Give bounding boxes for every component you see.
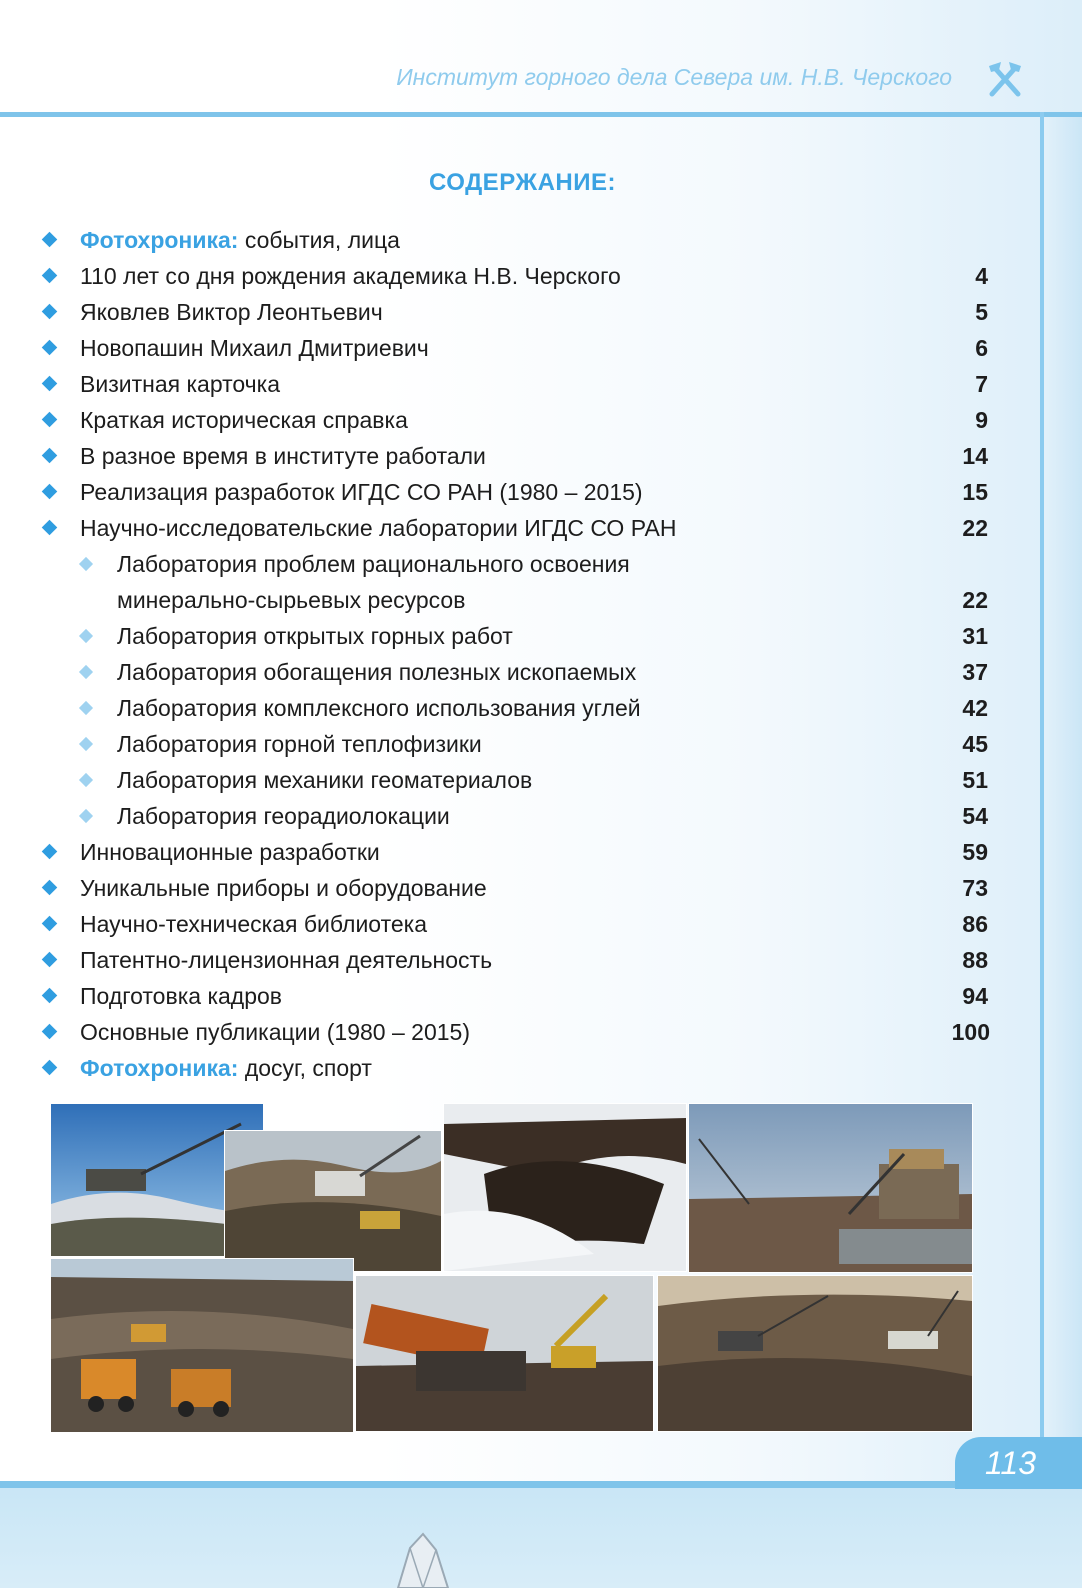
toc-entry-page: 37 bbox=[962, 659, 988, 685]
toc-entry[interactable] bbox=[0, 946, 1040, 982]
diamond-bullet-icon bbox=[79, 629, 93, 643]
toc-entry-text: Яковлев Виктор Леонтьевич bbox=[80, 299, 383, 325]
toc-entry-page: 22 bbox=[962, 515, 988, 541]
toc-entry-text: Уникальные приборы и оборудование bbox=[80, 875, 487, 901]
toc-entry-title bbox=[80, 947, 492, 974]
toc-entry[interactable] bbox=[0, 838, 1040, 874]
toc-entry-text: Лаборатория горной теплофизики bbox=[117, 731, 482, 757]
toc-entry-text: Лаборатория обогащения полезных ископаемых bbox=[117, 659, 637, 685]
toc-entry-text: Лаборатория механики геоматериалов bbox=[117, 767, 533, 793]
diamond-bullet-icon bbox=[79, 557, 93, 571]
toc-entry-highlight: Фотохроника: bbox=[80, 1055, 239, 1081]
toc-entry[interactable] bbox=[0, 550, 1040, 586]
toc-entry[interactable] bbox=[0, 514, 1040, 550]
diamond-bullet-icon bbox=[42, 844, 58, 860]
toc-entry[interactable] bbox=[0, 334, 1040, 370]
open-pit-dragline-photo bbox=[224, 1130, 442, 1272]
toc-entry-page: 59 bbox=[962, 839, 988, 865]
snowy-quarry-photo bbox=[443, 1103, 687, 1272]
header-rule bbox=[0, 112, 1082, 117]
diamond-bullet-icon bbox=[42, 412, 58, 428]
toc-entry-title bbox=[117, 695, 641, 722]
toc-entry-text: события, лица bbox=[238, 227, 400, 253]
crystal-decor-icon bbox=[388, 1530, 458, 1588]
diamond-bullet-icon bbox=[42, 880, 58, 896]
toc-entry-text: Новопашин Михаил Дмитриевич bbox=[80, 335, 429, 361]
toc-entry-text: Подготовка кадров bbox=[80, 983, 283, 1009]
toc-entry-title bbox=[80, 983, 282, 1010]
page-number: 113 bbox=[985, 1445, 1037, 1481]
toc-entry-title bbox=[80, 227, 400, 254]
toc-entry[interactable] bbox=[0, 622, 1040, 658]
toc-entry-page: 73 bbox=[962, 875, 988, 901]
diamond-bullet-icon bbox=[42, 268, 58, 284]
toc-entry[interactable] bbox=[0, 298, 1040, 334]
toc-entry[interactable] bbox=[0, 406, 1040, 442]
toc-entry[interactable] bbox=[0, 874, 1040, 910]
toc-entry-title bbox=[117, 551, 630, 578]
diamond-bullet-icon bbox=[79, 737, 93, 751]
toc-entry[interactable] bbox=[0, 694, 1040, 730]
toc-entry-page: 31 bbox=[962, 623, 988, 649]
toc-entry[interactable] bbox=[0, 658, 1040, 694]
toc-entry-page: 88 bbox=[962, 947, 988, 973]
toc-entry-page: 4 bbox=[975, 263, 988, 289]
toc-entry-text: Лаборатория комплексного использования углей bbox=[117, 695, 641, 721]
diamond-bullet-icon bbox=[42, 988, 58, 1004]
toc-entry-title bbox=[80, 911, 427, 938]
right-rule bbox=[1040, 112, 1044, 1512]
toc-entry[interactable] bbox=[0, 442, 1040, 478]
toc-entry-title bbox=[80, 335, 429, 362]
toc-entry-title bbox=[80, 839, 380, 866]
toc-entry[interactable] bbox=[0, 730, 1040, 766]
diamond-bullet-icon bbox=[42, 340, 58, 356]
toc-entry-text: Основные публикации (1980 – 2015) bbox=[80, 1019, 470, 1045]
toc-entry-page: 9 bbox=[975, 407, 988, 433]
footer-rule bbox=[0, 1481, 1082, 1488]
toc-entry-text: досуг, спорт bbox=[238, 1055, 372, 1081]
diamond-bullet-icon bbox=[79, 701, 93, 715]
diamond-bullet-icon bbox=[79, 809, 93, 823]
toc-entry-text: Научно-техническая библиотека bbox=[80, 911, 428, 937]
toc-entry-text: Лаборатория проблем рационального освоения bbox=[117, 551, 630, 577]
toc-entry-page: 7 bbox=[975, 371, 988, 397]
crossed-hammers-icon bbox=[983, 58, 1027, 102]
toc-entry-page: 42 bbox=[962, 695, 988, 721]
diamond-bullet-icon bbox=[42, 520, 58, 536]
toc-entry-page: 14 bbox=[962, 443, 988, 469]
toc-entry-title bbox=[117, 587, 465, 614]
toc-entry-page: 6 bbox=[975, 335, 988, 361]
toc-entry[interactable] bbox=[0, 262, 1040, 298]
toc-entry-text: Реализация разработок ИГДС СО РАН (1980 – 2015) bbox=[80, 479, 643, 505]
diamond-bullet-icon bbox=[42, 304, 58, 320]
toc-entry-title bbox=[80, 875, 487, 902]
toc-entry[interactable] bbox=[0, 586, 1040, 622]
diamond-bullet-icon bbox=[79, 665, 93, 679]
diamond-bullet-icon bbox=[42, 952, 58, 968]
toc-entry[interactable] bbox=[0, 910, 1040, 946]
toc-entry-page: 45 bbox=[962, 731, 988, 757]
diamond-bullet-icon bbox=[42, 1060, 58, 1076]
toc-entry-page: 22 bbox=[962, 587, 988, 613]
toc-entry[interactable] bbox=[0, 1018, 1040, 1054]
toc-entry-text: Инновационные разработки bbox=[80, 839, 380, 865]
toc-entry-title bbox=[80, 263, 621, 290]
toc-entry-text: Научно-исследовательские лаборатории ИГДС СО РАН bbox=[80, 515, 677, 541]
toc-entry[interactable] bbox=[0, 982, 1040, 1018]
screening-plant-excavator-photo bbox=[355, 1275, 654, 1432]
toc-entry-title bbox=[117, 659, 636, 686]
toc-entry-title bbox=[80, 515, 676, 542]
toc-entry-page: 51 bbox=[962, 767, 988, 793]
toc-entry[interactable] bbox=[0, 370, 1040, 406]
toc-entry[interactable] bbox=[0, 766, 1040, 802]
diamond-bullet-icon bbox=[42, 916, 58, 932]
toc-entry-text: Лаборатория открытых горных работ bbox=[117, 623, 513, 649]
diamond-bullet-icon bbox=[79, 773, 93, 787]
table-of-contents bbox=[0, 226, 1040, 1090]
footer-band bbox=[0, 1488, 1082, 1588]
right-decor-band bbox=[1043, 112, 1082, 1512]
toc-entry-page: 5 bbox=[975, 299, 988, 325]
toc-entry-title bbox=[80, 299, 383, 326]
diamond-bullet-icon bbox=[42, 376, 58, 392]
toc-entry-text: Лаборатория георадиолокации bbox=[117, 803, 450, 829]
toc-entry-highlight: Фотохроника: bbox=[80, 227, 239, 253]
toc-entry[interactable] bbox=[0, 1054, 1040, 1090]
toc-entry-title bbox=[117, 767, 532, 794]
toc-entry-text: Визитная карточка bbox=[80, 371, 281, 397]
toc-entry-page: 100 bbox=[951, 1019, 990, 1045]
toc-entry-title bbox=[80, 371, 280, 398]
toc-entry[interactable] bbox=[0, 478, 1040, 514]
diamond-bullet-icon bbox=[42, 484, 58, 500]
toc-entry-title bbox=[80, 479, 643, 506]
page-title: СОДЕРЖАНИЕ: bbox=[429, 169, 616, 196]
diamond-bullet-icon bbox=[42, 232, 58, 248]
toc-entry-title bbox=[117, 731, 482, 758]
toc-entry-text: минерально-сырьевых ресурсов bbox=[117, 587, 466, 613]
toc-entry[interactable] bbox=[0, 802, 1040, 838]
toc-entry-title bbox=[117, 803, 450, 830]
toc-entry-page: 54 bbox=[962, 803, 988, 829]
toc-entry[interactable] bbox=[0, 226, 1040, 262]
toc-entry-text: В разное время в институте работали bbox=[80, 443, 486, 469]
toc-entry-page: 15 bbox=[962, 479, 988, 505]
toc-entry-title bbox=[80, 1055, 372, 1082]
toc-entry-title bbox=[117, 623, 513, 650]
toc-entry-title bbox=[80, 407, 408, 434]
toc-entry-text: Патентно-лицензионная деятельность bbox=[80, 947, 493, 973]
toc-entry-title bbox=[80, 443, 486, 470]
header-institute-name: Институт горного дела Севера им. Н.В. Черского bbox=[396, 64, 952, 90]
toc-entry-page: 94 bbox=[962, 983, 988, 1009]
toc-entry-page: 86 bbox=[962, 911, 988, 937]
toc-entry-title bbox=[80, 1019, 470, 1046]
quarry-draglines-photo bbox=[657, 1275, 973, 1432]
dump-trucks-mine-photo bbox=[50, 1258, 354, 1433]
dredge-on-water-photo bbox=[688, 1103, 973, 1273]
diamond-bullet-icon bbox=[42, 1024, 58, 1040]
toc-entry-text: Краткая историческая справка bbox=[80, 407, 408, 433]
toc-entry-text: 110 лет со дня рождения академика Н.В. Черского bbox=[80, 263, 621, 289]
diamond-bullet-icon bbox=[42, 448, 58, 464]
